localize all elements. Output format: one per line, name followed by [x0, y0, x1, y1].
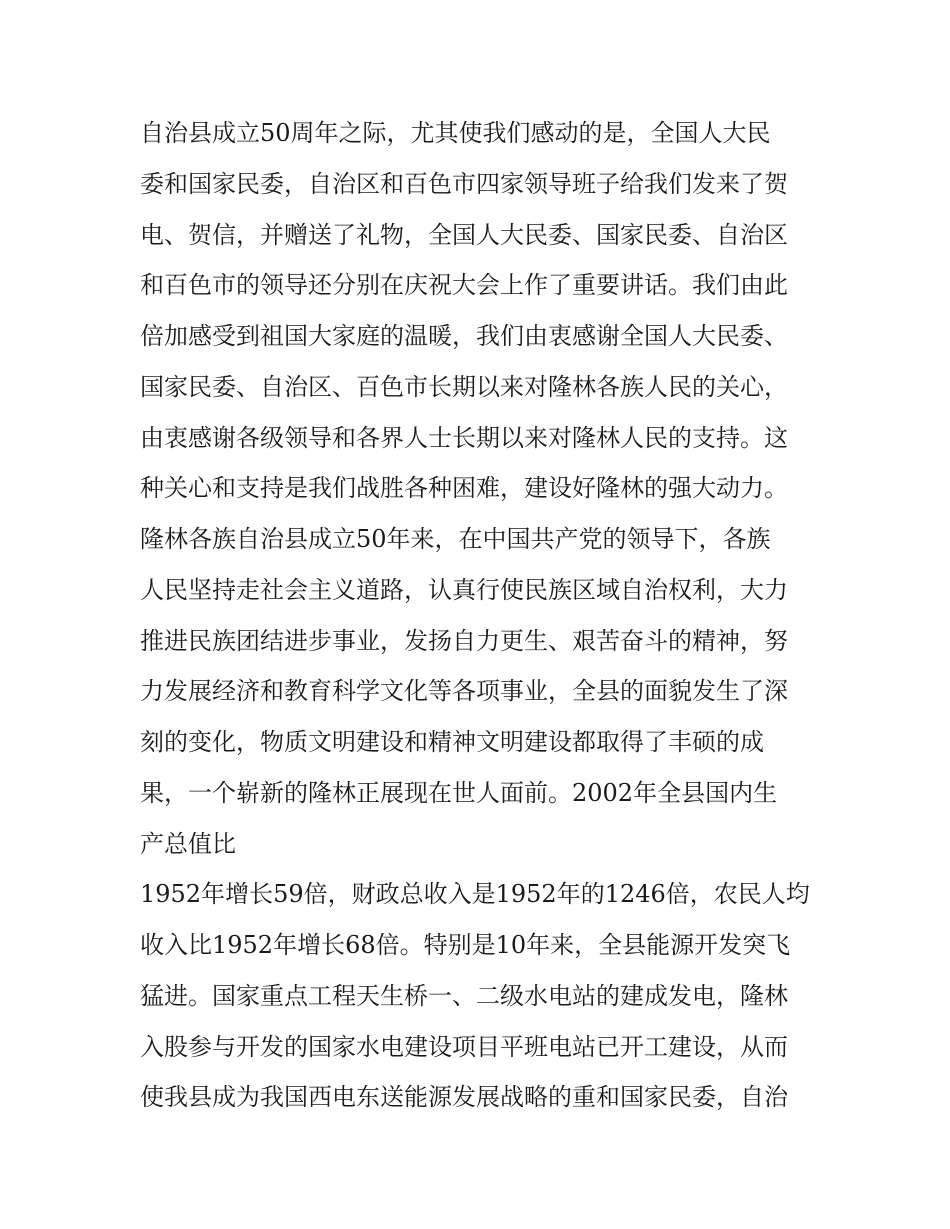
text-line: 果，一个崭新的隆林正展现在世人面前。2002年全县国内生: [140, 778, 778, 807]
text-line: 使我县成为我国西电东送能源发展战略的重和国家民委，自治: [140, 1083, 788, 1112]
text-line: 种关心和支持是我们战胜各种困难，建设好隆林的强大动力。: [140, 474, 788, 503]
text-line: 由衷感谢各级领导和各界人士长期以来对隆林人民的支持。这: [140, 423, 788, 452]
text-line: 收入比1952年增长68倍。特别是10年来，全县能源开发突飞: [140, 931, 791, 959]
text-line: 隆林各族自治县成立50年来，在中国共产党的领导下，各族: [140, 525, 771, 553]
text-line: 力发展经济和教育科学文化等各项事业，全县的面貌发生了深: [140, 677, 788, 706]
text-line: 人民坚持走社会主义道路，认真行使民族区域自治权利，大力: [140, 575, 788, 604]
text-line: 推进民族团结进步事业，发扬自力更生、艰苦奋斗的精神，努: [140, 626, 788, 655]
text-line: 自治县成立50周年之际，尤其使我们感动的是，全国人大民: [140, 119, 771, 147]
body-text: [140, 108, 820, 1123]
text-line: 入股参与开发的国家水电建设项目平班电站已开工建设，从而: [140, 1032, 788, 1061]
text-line: 电、贺信，并赠送了礼物，全国人大民委、国家民委、自治区: [140, 220, 788, 249]
text-line: 倍加感受到祖国大家庭的温暖，我们由衷感谢全国人大民委、: [140, 322, 788, 350]
text-line: 产总值比: [140, 829, 236, 858]
text-line: 刻的变化，物质文明建设和精神文明建设都取得了丰硕的成: [140, 728, 764, 756]
text-line: 委和国家民委，自治区和百色市四家领导班子给我们发来了贺: [140, 169, 788, 198]
text-line: 猛进。国家重点工程天生桥一、二级水电站的建成发电，隆林: [140, 981, 788, 1010]
text-line: 1952年增长59倍，财政总收入是1952年的1246倍，农民人均: [140, 880, 810, 909]
text-line: 国家民委、自治区、百色市长期以来对隆林各族人民的关心，: [140, 372, 788, 401]
text-line: 和百色市的领导还分别在庆祝大会上作了重要讲话。我们由此: [140, 271, 788, 300]
